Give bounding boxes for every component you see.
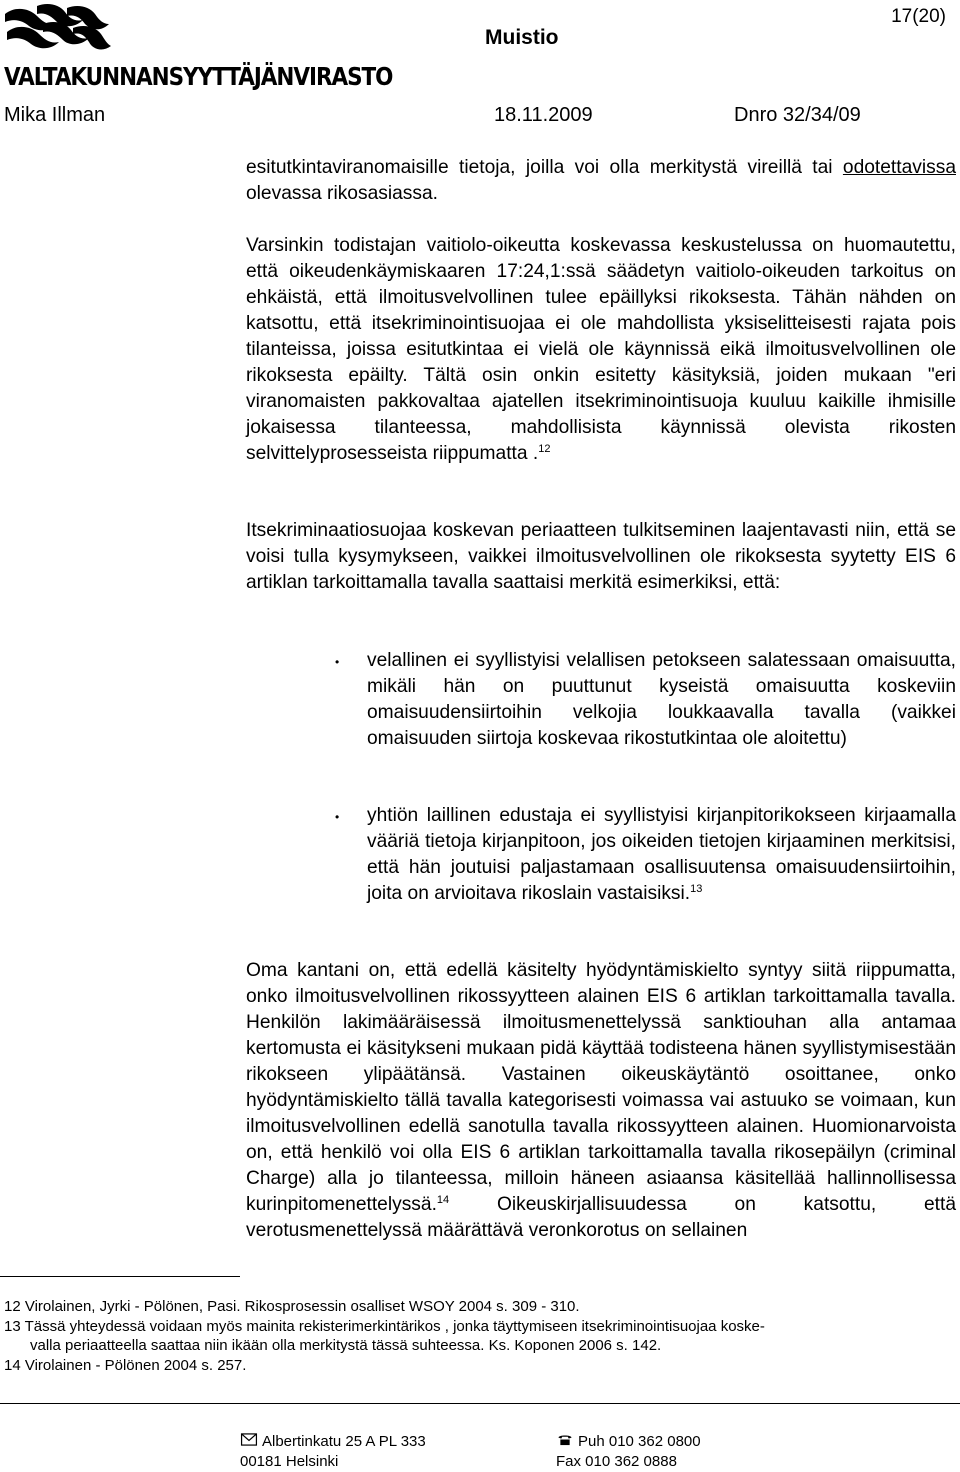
footnote-13: 13 Tässä yhteydessä voidaan myös mainita rekisterimerkintärikos , jonka täyttymiseen itsekriminointisuojaa koske- [4,1317,765,1335]
paragraph-5 [246,958,956,1244]
bullet-icon: • [335,810,340,824]
bullet-item-2 [367,803,956,907]
footer-contact [556,1432,701,1472]
paragraph-2 [246,233,956,467]
footnote-13-continued: valla periaatteella saattaa niin ikään olla merkitystä tässä suhteessa. Ks. Koponen 2006 s. 142. [30,1337,662,1354]
paragraph-5-text: Oma kantani on, että edellä käsitelty hyödyntämiskielto syntyy siitä riippumatta, onko ilmoitusvelvollinen rikossyytteen alainen EIS 6 artiklan tarkoittamalla tavalla. Henkilön lakimääräisessä ilmoitusmenettelyssä sanktiouhan alla antamaa kertomusta ei käsitykseni mukaan pidä käyttää todisteena hänen syyllistymisestään rikokseen ylipäätänsä. Vastainen oikeuskäytäntö osoittanee, onko hyödyntämiskielto tällä tavalla kategorisesti voimassa vai astuuko se voimaan, kun ilmoitusvelvollinen edellä sanotulla tavalla rikossyytteen alainen. Huomionarvoista on, että henkilö voi olla EIS 6 artiklan tarkoittamalla tavalla rikosepäilyn (criminal Charge) alla jo tilanteessa, milloin häneen asiaansa käsitellää hallinnollisessa kurinpitomenettelyssä. [246,960,956,1215]
telephone-icon [556,1433,574,1446]
paragraph-1-text: esitutkintaviranomaisille tietoja, joilla voi olla merkitystä vireillä tai [246,157,843,178]
address-line-2: 00181 Helsinki [240,1453,339,1470]
paragraph-1 [246,155,956,207]
footer-separator [0,1403,960,1404]
paragraph-5-continued: Oikeuskirjallisuudessa on katsottu, että verotusmenettelyssä määrättävä veronkorotus on sellainen [246,1194,956,1241]
page-number: 17(20) [891,6,946,27]
record-number: Dnro 32/34/09 [734,104,861,126]
footnote-separator [0,1276,240,1277]
footnotes [4,1297,956,1375]
footnote-14: 14 Virolainen - Pölönen 2004 s. 257. [4,1356,247,1374]
organization-name: VALTAKUNNANSYYTTÄJÄNVIRASTO [4,62,393,91]
author: Mika Illman [4,104,106,126]
envelope-icon [240,1433,258,1446]
phone-number: Puh 010 362 0800 [578,1433,701,1450]
bullet-item-text: yhtiön laillinen edustaja ei syyllistyisi kirjanpitorikokseen kirjaamalla vääriä tietoja kirjanpitoon, jos oikeiden tietojen kirjaaminen merkitsisi, että hän joutuisi paljastamaan osallisuutensa omaisuudensiirtoihin, joita on arvioitava rikoslain vastaisiksi. [367,805,956,904]
paragraph-3: Itsekriminaatiosuojaa koskevan periaatteen tulkitseminen laajentavasti niin, että se voisi tulla kysymykseen, vaikkei ilmoitusvelvollinen ole rikoksesta syytetty EIS 6 artiklan tarkoittamalla tavalla saattaisi merkitä esimerkiksi, että: [246,520,956,593]
footnote-ref-14: 14 [436,1194,450,1206]
underlined-word: odotettavissa [842,157,956,178]
bullet-item-1 [367,648,956,752]
document-date: 18.11.2009 [494,104,593,126]
footnote-ref-13: 13 [690,883,703,895]
document-type: Muistio [485,26,559,49]
footnote-ref-12: 12 [538,443,551,455]
footer-address [240,1432,426,1472]
paragraph-2-text: Varsinkin todistajan vaitiolo-oikeutta koskevassa keskustelussa on huomautettu, että oikeudenkäymiskaaren 17:24,1:ssä säädetyn vaitiolo-oikeuden tarkoitus on ehkäistä, että ilmoitusvelvollinen tulee epäillyksi rikoksesta. Tähän nähden on katsottu, että itsekriminointisuojaa ei ole mahdollista yksiselitteisesti rajata pois tilanteissa, joissa esitutkintaa ei vielä ole käynnissä eikä ilmoitusvelvollinen ole rikoksesta epäilty. Tältä osin onkin esitetty käsityksiä, joiden mukaan "eri viranomaisten pakkovaltaa ajatellen itsekriminointisuoja kuuluu kaikille ihmisille jokaisessa tilanteessa, mahdollisista käynnissä olevista rikosten selvittelyprosesseista riippumatta . [246,235,956,464]
fax-number: Fax 010 362 0888 [556,1453,677,1470]
paragraph-1-end: olevassa rikosasiassa. [246,183,438,204]
bullet-icon: • [335,655,340,669]
footnote-12: 12 Virolainen, Jyrki - Pölönen, Pasi. Rikosprosessin osalliset WSOY 2004 s. 309 - 310. [4,1298,580,1315]
bullet-item-text: velallinen ei syyllistyisi velallisen petokseen salatessaan omaisuutta, mikäli hän on puuttunut kyseistä omaisuutta koskeviin omaisuudensiirtoihin velkojia loukkaavalla tavalla (vaikkei omaisuuden siirtoja koskevaa rikostutkintaa ole aloitettu) [367,650,956,749]
address-line-1: Albertinkatu 25 A PL 333 [262,1433,426,1450]
